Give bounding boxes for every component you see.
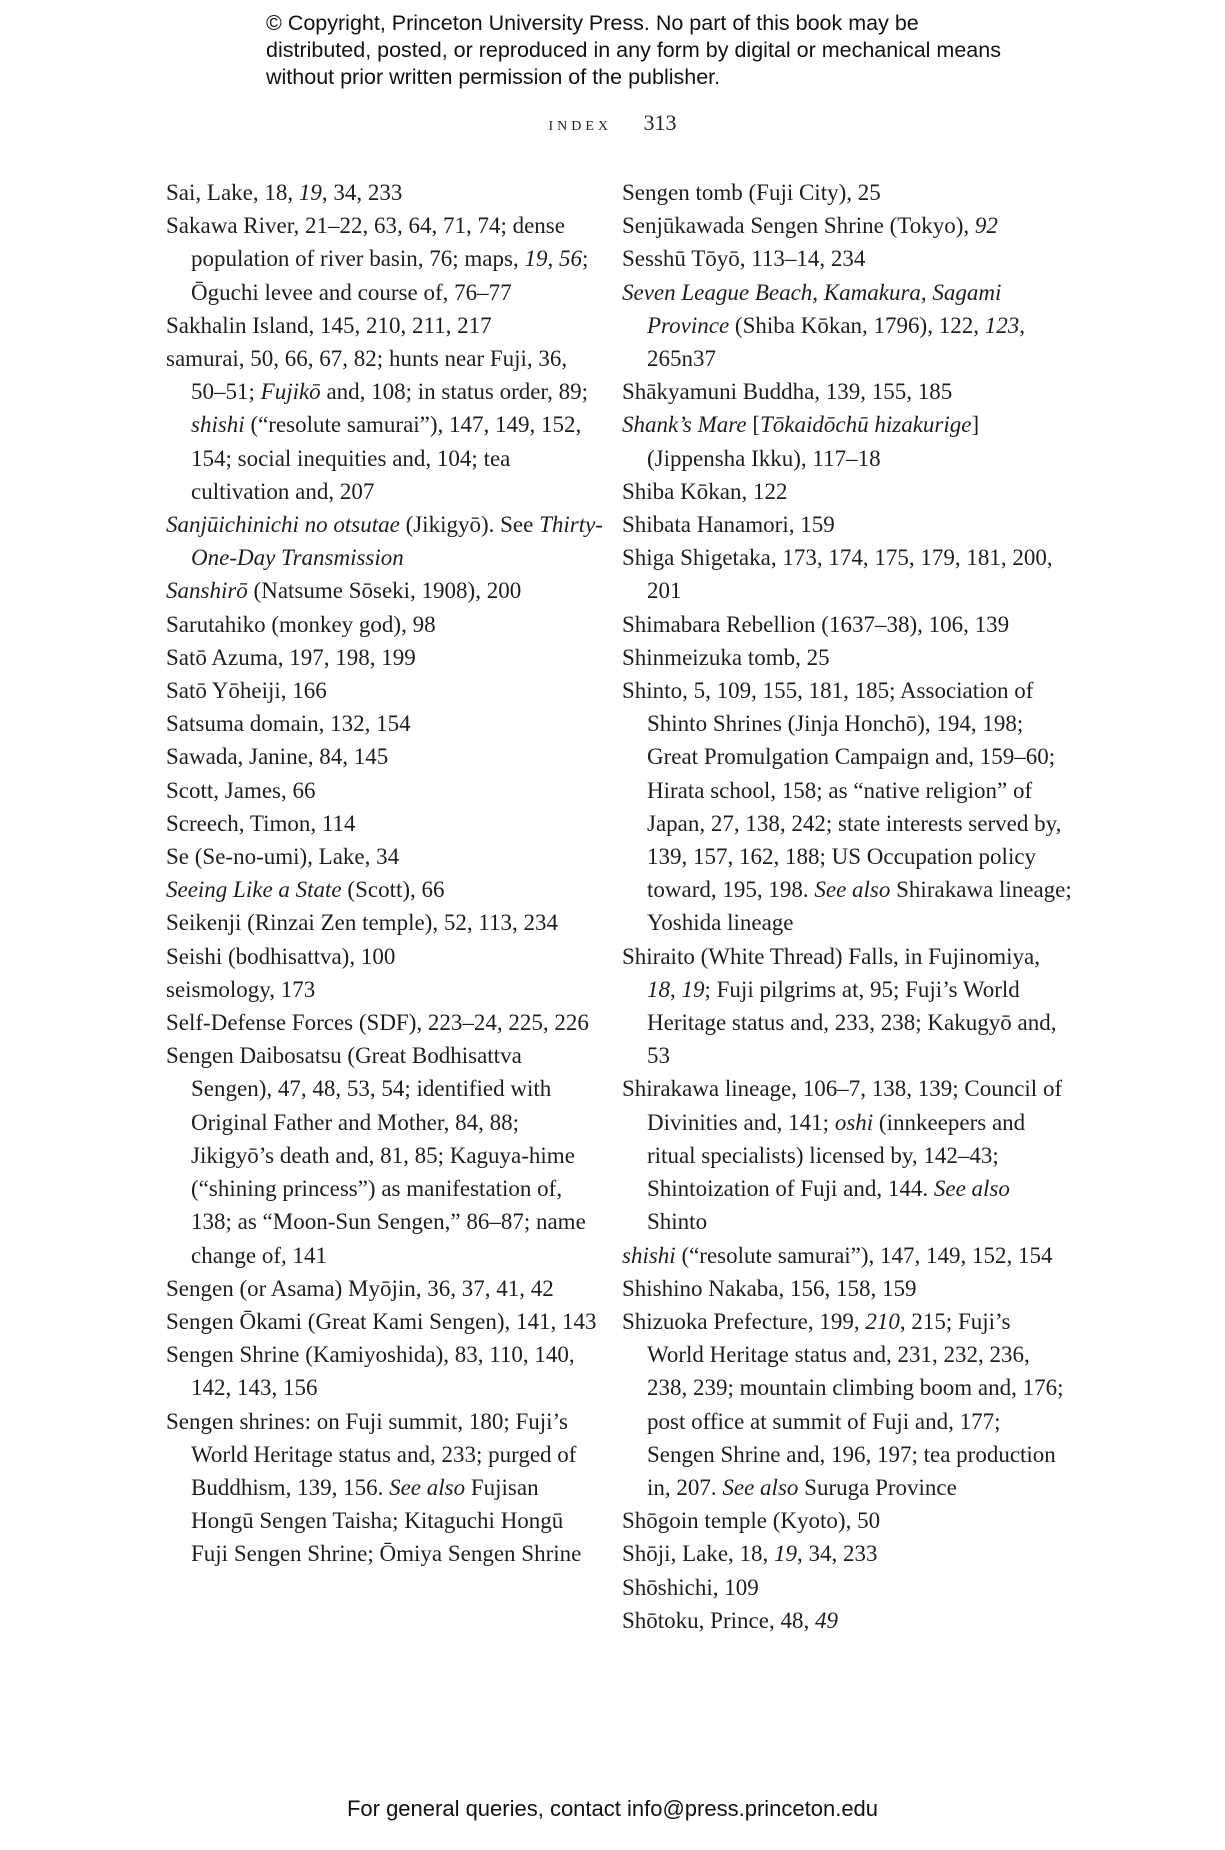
index-entry: Shinmeizuka tomb, 25 xyxy=(622,644,830,670)
index-entry: Screech, Timon, 114 xyxy=(166,810,356,836)
index-entry: shishi (“resolute samurai”), 147, 149, 152, 154 xyxy=(622,1242,1053,1268)
copyright-notice: © Copyright, Princeton University Press. No part of this book may be distributed, posted, or reproduced in any form by digital or mechanical means without prior written permission of the publisher. xyxy=(266,11,1001,89)
index-entry: Sengen Ōkami (Great Kami Sengen), 141, 143 xyxy=(166,1308,597,1334)
index-entry: Sesshū Tōyō, 113–14, 234 xyxy=(622,246,866,272)
index-entry: Scott, James, 66 xyxy=(166,777,316,803)
index-entry: Seeing Like a State (Scott), 66 xyxy=(166,877,445,903)
index-entry: Shiga Shigetaka, 173, 174, 175, 179, 181, 200, 201 xyxy=(622,545,1053,604)
index-entry: Shibata Hanamori, 159 xyxy=(622,512,835,538)
index-entry: Sengen tomb (Fuji City), 25 xyxy=(622,180,881,205)
index-entry: Shizuoka Prefecture, 199, 210, 215; Fuji’s World Heritage status and, 231, 232, 236, 238, 239; mountain climbing boom and, 176; post office at summit of Fuji and, 177; Sengen Shrine and, 196, 197; tea production in, 207. See also Suruga Province xyxy=(622,1308,1064,1500)
running-head-label: index xyxy=(548,113,613,135)
index-entry: Sakawa River, 21–22, 63, 64, 71, 74; dense population of river basin, 76; maps, 19, 56; Ōguchi levee and course of, 76–77 xyxy=(166,213,589,305)
index-entry: Shōgoin temple (Kyoto), 50 xyxy=(622,1508,881,1534)
index-entry: Sengen (or Asama) Myōjin, 36, 37, 41, 42 xyxy=(166,1275,554,1301)
footer-contact: For general queries, contact info@press.princeton.edu xyxy=(346,1796,879,1821)
index-entry: Seikenji (Rinzai Zen temple), 52, 113, 234 xyxy=(166,910,558,936)
index-entry: Satō Yōheiji, 166 xyxy=(166,678,327,704)
index-entry: Sakhalin Island, 145, 210, 211, 217 xyxy=(166,312,492,338)
index-entry: Shirakawa lineage, 106–7, 138, 139; Council of Divinities and, 141; oshi (innkeepers and ritual specialists) licensed by, 142–43; Shintoization of Fuji and, 144. See also Shinto xyxy=(622,1076,1063,1235)
index-entry: Shishino Nakaba, 156, 158, 159 xyxy=(622,1275,917,1301)
index-column-right xyxy=(622,176,1072,1637)
index-entry: Shiraito (White Thread) Falls, in Fujinomiya, 18, 19; Fuji pilgrims at, 95; Fuji’s World Heritage status and, 233, 238; Kakugyō and, 53 xyxy=(622,943,1057,1069)
index-entry: Shōji, Lake, 18, 19, 34, 233 xyxy=(622,1541,878,1567)
index-entry: Shimabara Rebellion (1637–38), 106, 139 xyxy=(622,611,1010,637)
index-entry: Sengen shrines: on Fuji summit, 180; Fuji’s World Heritage status and, 233; purged of Buddhism, 139, 156. See also Fujisan Hongū Sengen Taisha; Kitaguchi Hongū Fuji Sengen Shrine; Ōmiya Sengen Shrine xyxy=(166,1408,582,1567)
index-entry: Sawada, Janine, 84, 145 xyxy=(166,744,389,770)
running-head xyxy=(0,110,1225,136)
index-entry: Sanshirō (Natsume Sōseki, 1908), 200 xyxy=(166,578,522,604)
index-entry: Satsuma domain, 132, 154 xyxy=(166,711,411,737)
index-entry: Sengen Shrine (Kamiyoshida), 83, 110, 140, 142, 143, 156 xyxy=(166,1342,575,1401)
index-entry: Seven League Beach, Kamakura, Sagami Province (Shiba Kōkan, 1796), 122, 123, 265n37 xyxy=(622,279,1025,372)
index-entry: Shōshichi, 109 xyxy=(622,1574,759,1600)
index-entry: Seishi (bodhisattva), 100 xyxy=(166,943,396,969)
index-entry: Senjūkawada Sengen Shrine (Tokyo), 92 xyxy=(622,213,998,239)
index-entry: Satō Azuma, 197, 198, 199 xyxy=(166,644,416,670)
index-entry: Sanjūichinichi no otsutae (Jikigyō). See Thirty-One-Day Transmission xyxy=(166,512,603,571)
index-entry: Sengen Daibosatsu (Great Bodhisattva Sengen), 47, 48, 53, 54; identified with Original Father and Mother, 84, 88; Jikigyō’s death and, 81, 85; Kaguya-hime (“shining princess”) as manifestation of, 138; as “Moon-Sun Sengen,” 86–87; name change of, 141 xyxy=(166,1043,586,1268)
index-entry: samurai, 50, 66, 67, 82; hunts near Fuji, 36, 50–51; Fujikō and, 108; in status order, 89; shishi (“resolute samurai”), 147, 149, 152, 154; social inequities and, 104; tea cultivation and, 207 xyxy=(166,346,589,504)
index-entry: Self-Defense Forces (SDF), 223–24, 225, 226 xyxy=(166,1010,589,1036)
index-column-left xyxy=(166,176,604,1571)
index-entry: Shākyamuni Buddha, 139, 155, 185 xyxy=(622,379,953,405)
index-entry: seismology, 173 xyxy=(166,976,316,1002)
page-number: 313 xyxy=(643,110,677,135)
index-entry: Shinto, 5, 109, 155, 181, 185; Association of Shinto Shrines (Jinja Honchō), 194, 198; Great Promulgation Campaign and, 159–60; Hirata school, 158; as “native religion” of Japan, 27, 138, 242; state interests served by, 139, 157, 162, 188; US Occupation policy toward, 195, 198. See also Shirakawa lineage; Yoshida lineage xyxy=(622,678,1072,936)
index-entry: Se (Se-no-umi), Lake, 34 xyxy=(166,844,400,870)
index-entry: Shiba Kōkan, 122 xyxy=(622,478,788,504)
index-entry: Sai, Lake, 18, 19, 34, 233 xyxy=(166,180,403,205)
index-entry: Shank’s Mare [Tōkaidōchū hizakurige] (Jippensha Ikku), 117–18 xyxy=(622,412,980,471)
index-entry: Shōtoku, Prince, 48, 49 xyxy=(622,1607,838,1633)
index-entry: Sarutahiko (monkey god), 98 xyxy=(166,611,436,637)
